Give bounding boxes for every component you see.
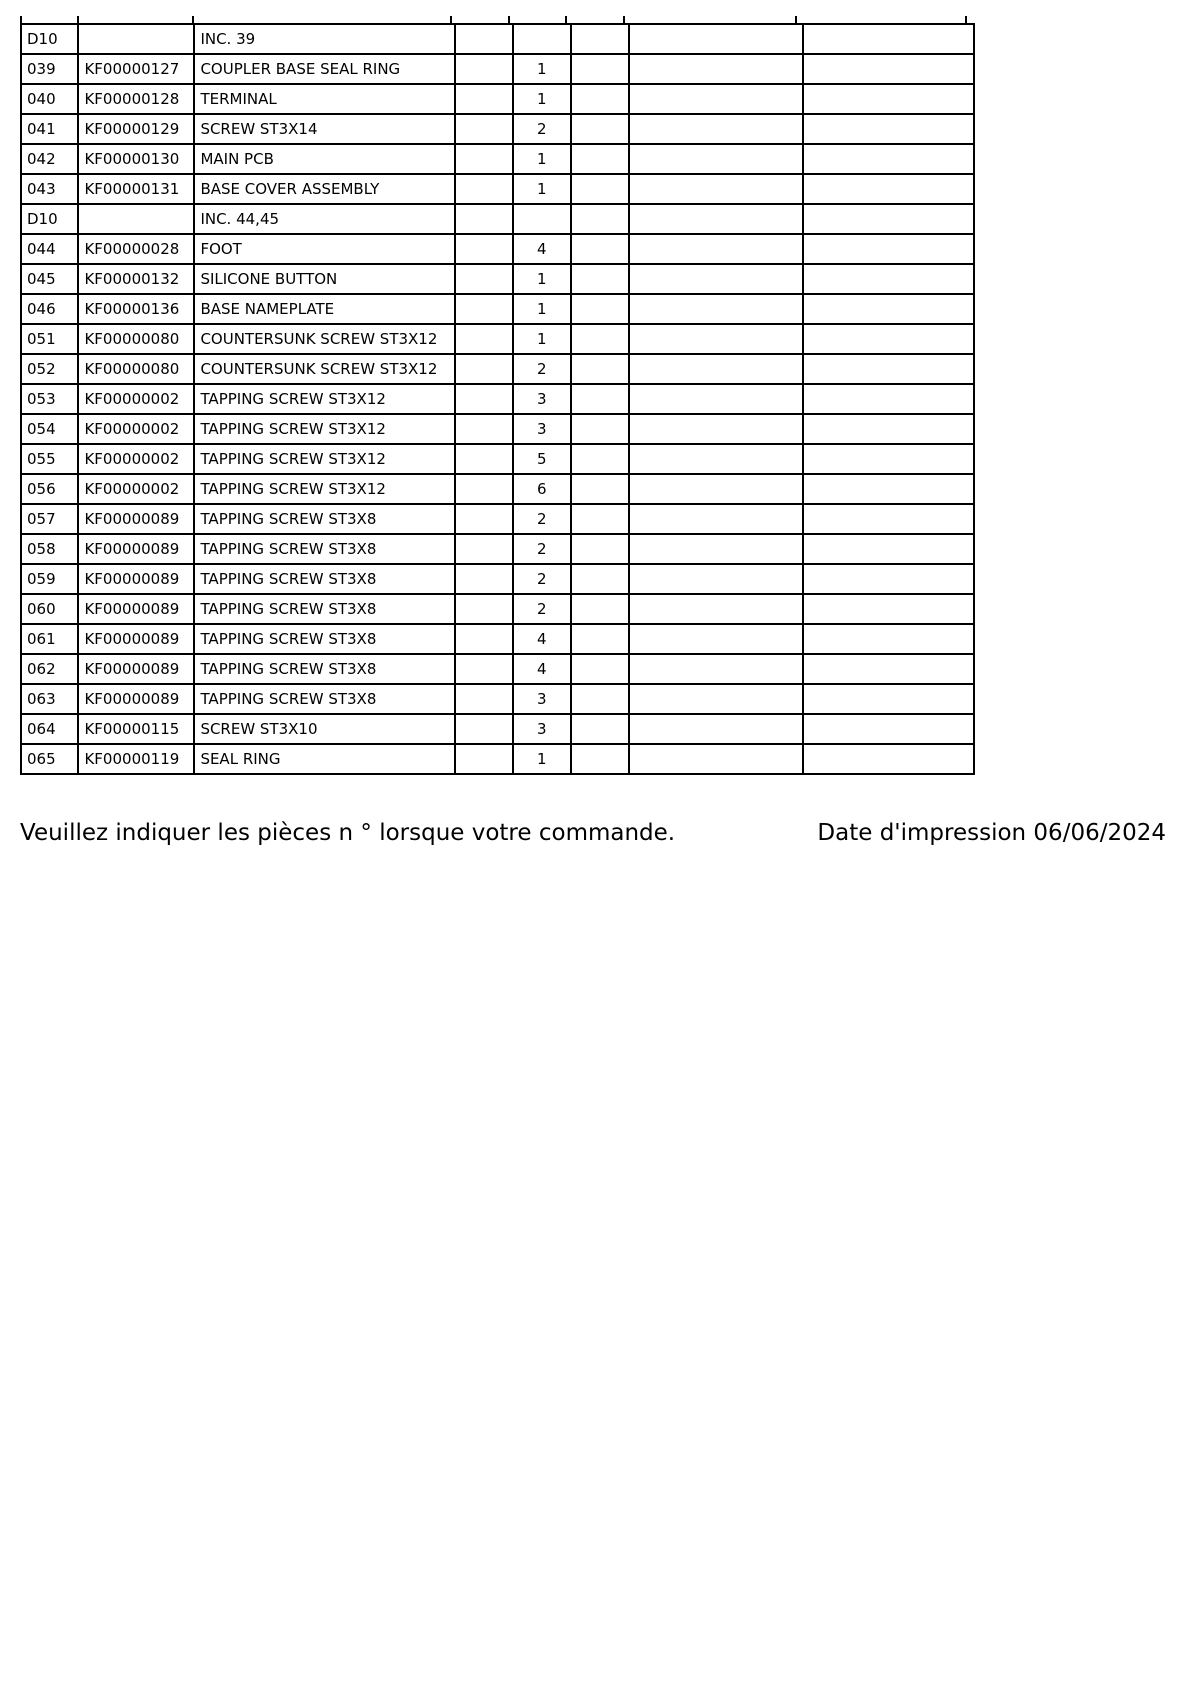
part-code-cell bbox=[78, 24, 194, 54]
empty-cell bbox=[803, 504, 975, 534]
table-row bbox=[21, 354, 974, 384]
empty-cell bbox=[455, 264, 513, 294]
empty-cell bbox=[803, 444, 975, 474]
part-ref-cell: 043 bbox=[21, 174, 78, 204]
table-row bbox=[21, 384, 974, 414]
empty-cell bbox=[803, 594, 975, 624]
empty-cell bbox=[803, 54, 975, 84]
empty-cell bbox=[455, 504, 513, 534]
empty-cell bbox=[803, 204, 975, 234]
empty-cell bbox=[629, 114, 802, 144]
part-code-cell: KF00000131 bbox=[78, 174, 194, 204]
part-ref-cell: 041 bbox=[21, 114, 78, 144]
quantity-cell bbox=[513, 24, 570, 54]
empty-cell bbox=[803, 354, 975, 384]
empty-cell bbox=[803, 264, 975, 294]
empty-cell bbox=[803, 294, 975, 324]
part-code-cell: KF00000089 bbox=[78, 534, 194, 564]
part-ref-cell: 061 bbox=[21, 624, 78, 654]
part-description-cell: TAPPING SCREW ST3X8 bbox=[194, 564, 454, 594]
empty-cell bbox=[455, 414, 513, 444]
part-code-cell: KF00000089 bbox=[78, 624, 194, 654]
empty-cell bbox=[571, 264, 629, 294]
part-description-cell: COUPLER BASE SEAL RING bbox=[194, 54, 454, 84]
empty-cell bbox=[571, 54, 629, 84]
part-description-cell: INC. 39 bbox=[194, 24, 454, 54]
empty-cell bbox=[571, 144, 629, 174]
empty-cell bbox=[571, 714, 629, 744]
empty-cell bbox=[455, 114, 513, 144]
part-ref-cell: 046 bbox=[21, 294, 78, 324]
part-code-cell: KF00000080 bbox=[78, 324, 194, 354]
part-description-cell: INC. 44,45 bbox=[194, 204, 454, 234]
empty-cell bbox=[629, 564, 802, 594]
part-ref-cell: 051 bbox=[21, 324, 78, 354]
table-row bbox=[21, 714, 974, 744]
empty-cell bbox=[571, 114, 629, 144]
table-row bbox=[21, 564, 974, 594]
empty-cell bbox=[803, 714, 975, 744]
quantity-cell: 2 bbox=[513, 564, 570, 594]
empty-cell bbox=[803, 414, 975, 444]
empty-cell bbox=[629, 504, 802, 534]
empty-cell bbox=[803, 624, 975, 654]
empty-cell bbox=[571, 294, 629, 324]
part-code-cell: KF00000089 bbox=[78, 594, 194, 624]
part-description-cell: TAPPING SCREW ST3X8 bbox=[194, 504, 454, 534]
table-row bbox=[21, 204, 974, 234]
table-row bbox=[21, 624, 974, 654]
part-code-cell: KF00000119 bbox=[78, 744, 194, 774]
table-row bbox=[21, 294, 974, 324]
part-description-cell: SEAL RING bbox=[194, 744, 454, 774]
empty-cell bbox=[455, 54, 513, 84]
empty-cell bbox=[803, 474, 975, 504]
empty-cell bbox=[455, 234, 513, 264]
quantity-cell: 1 bbox=[513, 294, 570, 324]
empty-cell bbox=[571, 534, 629, 564]
table-row bbox=[21, 684, 974, 714]
empty-cell bbox=[571, 684, 629, 714]
part-ref-cell: D10 bbox=[21, 24, 78, 54]
empty-cell bbox=[571, 624, 629, 654]
empty-cell bbox=[571, 84, 629, 114]
part-description-cell: TAPPING SCREW ST3X8 bbox=[194, 534, 454, 564]
quantity-cell: 6 bbox=[513, 474, 570, 504]
empty-cell bbox=[571, 234, 629, 264]
part-description-cell: BASE COVER ASSEMBLY bbox=[194, 174, 454, 204]
quantity-cell: 3 bbox=[513, 414, 570, 444]
empty-cell bbox=[803, 24, 975, 54]
part-description-cell: TAPPING SCREW ST3X8 bbox=[194, 684, 454, 714]
table-row bbox=[21, 114, 974, 144]
empty-cell bbox=[629, 174, 802, 204]
part-description-cell: TAPPING SCREW ST3X8 bbox=[194, 594, 454, 624]
empty-cell bbox=[571, 174, 629, 204]
quantity-cell: 4 bbox=[513, 234, 570, 264]
empty-cell bbox=[455, 294, 513, 324]
empty-cell bbox=[571, 564, 629, 594]
part-ref-cell: 052 bbox=[21, 354, 78, 384]
empty-cell bbox=[455, 654, 513, 684]
empty-cell bbox=[629, 654, 802, 684]
part-description-cell: COUNTERSUNK SCREW ST3X12 bbox=[194, 324, 454, 354]
part-description-cell: TAPPING SCREW ST3X12 bbox=[194, 414, 454, 444]
part-ref-cell: 063 bbox=[21, 684, 78, 714]
part-ref-cell: 055 bbox=[21, 444, 78, 474]
empty-cell bbox=[629, 684, 802, 714]
table-row bbox=[21, 474, 974, 504]
part-code-cell: KF00000080 bbox=[78, 354, 194, 384]
part-code-cell: KF00000129 bbox=[78, 114, 194, 144]
part-ref-cell: 057 bbox=[21, 504, 78, 534]
part-ref-cell: 056 bbox=[21, 474, 78, 504]
empty-cell bbox=[629, 54, 802, 84]
parts-list-table bbox=[20, 23, 975, 775]
print-date: Date d'impression 06/06/2024 bbox=[817, 820, 1166, 846]
quantity-cell: 2 bbox=[513, 504, 570, 534]
quantity-cell: 1 bbox=[513, 84, 570, 114]
part-code-cell: KF00000128 bbox=[78, 84, 194, 114]
quantity-cell bbox=[513, 204, 570, 234]
table-row bbox=[21, 504, 974, 534]
quantity-cell: 4 bbox=[513, 624, 570, 654]
part-ref-cell: 045 bbox=[21, 264, 78, 294]
quantity-cell: 1 bbox=[513, 324, 570, 354]
empty-cell bbox=[455, 204, 513, 234]
empty-cell bbox=[803, 144, 975, 174]
part-ref-cell: 039 bbox=[21, 54, 78, 84]
part-description-cell: TERMINAL bbox=[194, 84, 454, 114]
table-row bbox=[21, 594, 974, 624]
empty-cell bbox=[455, 354, 513, 384]
part-code-cell: KF00000130 bbox=[78, 144, 194, 174]
empty-cell bbox=[629, 744, 802, 774]
empty-cell bbox=[629, 144, 802, 174]
quantity-cell: 1 bbox=[513, 264, 570, 294]
quantity-cell: 5 bbox=[513, 444, 570, 474]
empty-cell bbox=[629, 84, 802, 114]
part-ref-cell: 040 bbox=[21, 84, 78, 114]
part-ref-cell: 053 bbox=[21, 384, 78, 414]
table-row bbox=[21, 84, 974, 114]
quantity-cell: 1 bbox=[513, 744, 570, 774]
table-row bbox=[21, 444, 974, 474]
empty-cell bbox=[803, 684, 975, 714]
part-ref-cell: 060 bbox=[21, 594, 78, 624]
empty-cell bbox=[629, 204, 802, 234]
part-description-cell: FOOT bbox=[194, 234, 454, 264]
empty-cell bbox=[803, 324, 975, 354]
empty-cell bbox=[629, 324, 802, 354]
empty-cell bbox=[571, 324, 629, 354]
empty-cell bbox=[571, 504, 629, 534]
table-row bbox=[21, 534, 974, 564]
part-description-cell: SCREW ST3X14 bbox=[194, 114, 454, 144]
part-code-cell: KF00000132 bbox=[78, 264, 194, 294]
part-description-cell: TAPPING SCREW ST3X8 bbox=[194, 624, 454, 654]
empty-cell bbox=[803, 564, 975, 594]
empty-cell bbox=[629, 714, 802, 744]
empty-cell bbox=[571, 384, 629, 414]
empty-cell bbox=[571, 654, 629, 684]
part-description-cell: TAPPING SCREW ST3X12 bbox=[194, 444, 454, 474]
quantity-cell: 2 bbox=[513, 534, 570, 564]
quantity-cell: 1 bbox=[513, 174, 570, 204]
empty-cell bbox=[803, 534, 975, 564]
part-code-cell: KF00000115 bbox=[78, 714, 194, 744]
empty-cell bbox=[629, 294, 802, 324]
empty-cell bbox=[629, 354, 802, 384]
quantity-cell: 2 bbox=[513, 354, 570, 384]
table-row bbox=[21, 234, 974, 264]
empty-cell bbox=[571, 414, 629, 444]
part-ref-cell: 065 bbox=[21, 744, 78, 774]
part-ref-cell: 062 bbox=[21, 654, 78, 684]
part-ref-cell: 059 bbox=[21, 564, 78, 594]
empty-cell bbox=[803, 84, 975, 114]
table-row bbox=[21, 324, 974, 354]
part-code-cell: KF00000127 bbox=[78, 54, 194, 84]
empty-cell bbox=[629, 414, 802, 444]
empty-cell bbox=[455, 144, 513, 174]
empty-cell bbox=[571, 594, 629, 624]
table-row bbox=[21, 264, 974, 294]
quantity-cell: 2 bbox=[513, 114, 570, 144]
part-description-cell: SILICONE BUTTON bbox=[194, 264, 454, 294]
empty-cell bbox=[803, 114, 975, 144]
empty-cell bbox=[629, 384, 802, 414]
empty-cell bbox=[455, 474, 513, 504]
empty-cell bbox=[455, 174, 513, 204]
table-row bbox=[21, 744, 974, 774]
empty-cell bbox=[803, 174, 975, 204]
empty-cell bbox=[455, 384, 513, 414]
part-code-cell: KF00000089 bbox=[78, 684, 194, 714]
empty-cell bbox=[803, 654, 975, 684]
part-description-cell: SCREW ST3X10 bbox=[194, 714, 454, 744]
part-code-cell: KF00000002 bbox=[78, 444, 194, 474]
parts-table-body bbox=[21, 24, 974, 774]
quantity-cell: 3 bbox=[513, 684, 570, 714]
part-description-cell: COUNTERSUNK SCREW ST3X12 bbox=[194, 354, 454, 384]
empty-cell bbox=[803, 744, 975, 774]
empty-cell bbox=[455, 624, 513, 654]
quantity-cell: 1 bbox=[513, 54, 570, 84]
empty-cell bbox=[629, 474, 802, 504]
part-code-cell: KF00000028 bbox=[78, 234, 194, 264]
part-ref-cell: 058 bbox=[21, 534, 78, 564]
quantity-cell: 4 bbox=[513, 654, 570, 684]
empty-cell bbox=[803, 234, 975, 264]
empty-cell bbox=[629, 264, 802, 294]
empty-cell bbox=[571, 24, 629, 54]
empty-cell bbox=[629, 624, 802, 654]
empty-cell bbox=[455, 534, 513, 564]
empty-cell bbox=[571, 204, 629, 234]
empty-cell bbox=[571, 744, 629, 774]
part-description-cell: MAIN PCB bbox=[194, 144, 454, 174]
empty-cell bbox=[455, 444, 513, 474]
quantity-cell: 3 bbox=[513, 714, 570, 744]
part-code-cell bbox=[78, 204, 194, 234]
empty-cell bbox=[455, 714, 513, 744]
part-ref-cell: 054 bbox=[21, 414, 78, 444]
empty-cell bbox=[455, 594, 513, 624]
part-code-cell: KF00000002 bbox=[78, 474, 194, 504]
table-row bbox=[21, 654, 974, 684]
empty-cell bbox=[629, 234, 802, 264]
part-description-cell: TAPPING SCREW ST3X8 bbox=[194, 654, 454, 684]
empty-cell bbox=[455, 324, 513, 354]
part-code-cell: KF00000089 bbox=[78, 654, 194, 684]
part-description-cell: TAPPING SCREW ST3X12 bbox=[194, 474, 454, 504]
quantity-cell: 3 bbox=[513, 384, 570, 414]
part-description-cell: BASE NAMEPLATE bbox=[194, 294, 454, 324]
empty-cell bbox=[571, 474, 629, 504]
table-row bbox=[21, 144, 974, 174]
quantity-cell: 1 bbox=[513, 144, 570, 174]
empty-cell bbox=[455, 744, 513, 774]
part-code-cell: KF00000002 bbox=[78, 414, 194, 444]
part-code-cell: KF00000002 bbox=[78, 384, 194, 414]
quantity-cell: 2 bbox=[513, 594, 570, 624]
part-ref-cell: 064 bbox=[21, 714, 78, 744]
part-code-cell: KF00000089 bbox=[78, 504, 194, 534]
empty-cell bbox=[571, 444, 629, 474]
order-instruction-note: Veuillez indiquer les pièces n ° lorsque votre commande. bbox=[20, 820, 676, 846]
table-row bbox=[21, 414, 974, 444]
table-row bbox=[21, 24, 974, 54]
empty-cell bbox=[455, 684, 513, 714]
part-ref-cell: 044 bbox=[21, 234, 78, 264]
table-row bbox=[21, 54, 974, 84]
empty-cell bbox=[455, 24, 513, 54]
empty-cell bbox=[629, 594, 802, 624]
part-ref-cell: 042 bbox=[21, 144, 78, 174]
table-row bbox=[21, 174, 974, 204]
part-description-cell: TAPPING SCREW ST3X12 bbox=[194, 384, 454, 414]
empty-cell bbox=[455, 84, 513, 114]
empty-cell bbox=[455, 564, 513, 594]
empty-cell bbox=[571, 354, 629, 384]
part-code-cell: KF00000089 bbox=[78, 564, 194, 594]
part-ref-cell: D10 bbox=[21, 204, 78, 234]
empty-cell bbox=[629, 444, 802, 474]
empty-cell bbox=[629, 534, 802, 564]
empty-cell bbox=[629, 24, 802, 54]
part-code-cell: KF00000136 bbox=[78, 294, 194, 324]
empty-cell bbox=[803, 384, 975, 414]
